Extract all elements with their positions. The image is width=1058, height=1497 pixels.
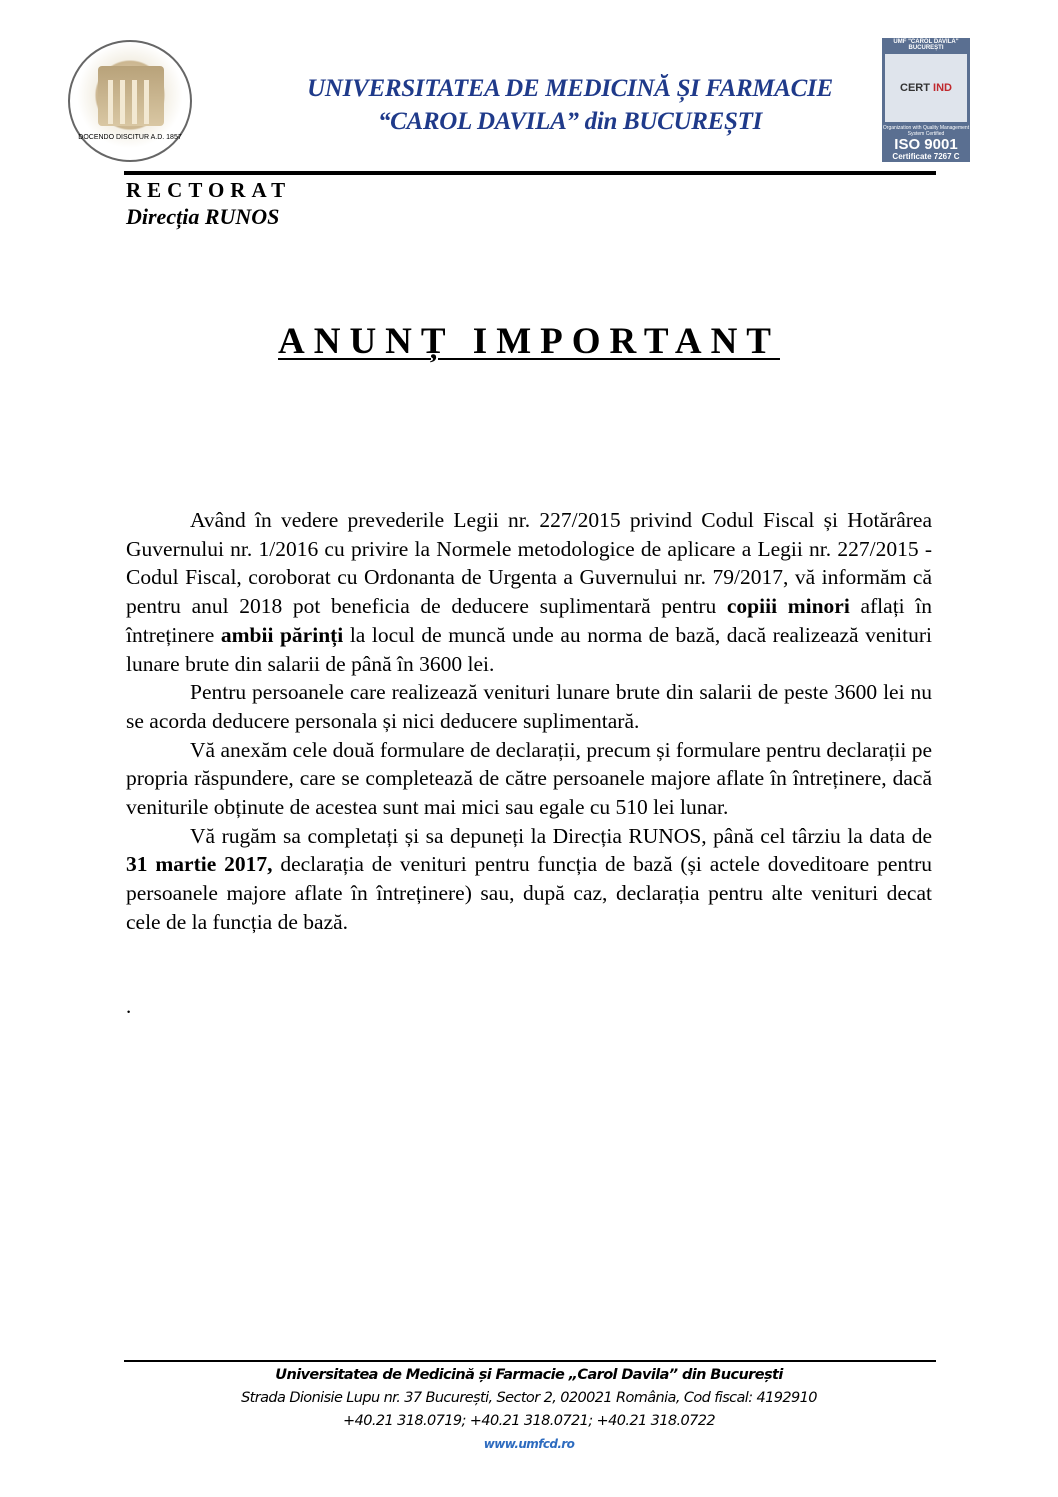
footer-website-link[interactable]: www.umfcd.ro [483,1437,575,1451]
header-divider [124,171,936,175]
paragraph-2: Pentru persoanele care realizează venituri lunare brute din salarii de peste 3600 lei nu se acorda deducere personala și nici deducere suplimentară. [126,680,932,733]
certind-logo: CERT IND [885,54,967,122]
cert-iso: ISO 9001 [894,136,958,153]
rectorat-label: RECTORAT [126,178,292,202]
page-title: ANUNȚ IMPORTANT [278,321,780,362]
cert-org: Organization with Quality Management System Certified [882,125,970,137]
announcement-body [126,506,932,937]
directia-label: Direcția RUNOS [126,204,280,229]
footer-phones: +40.21 318.0719; +40.21 318.0721; +40.21 318.0722 [343,1413,715,1429]
footer [0,1364,1058,1456]
iso-certificate-logo [882,38,970,162]
footer-address: Strada Dionisie Lupu nr. 37 București, Sector 2, 020021 România, Cod fiscal: 4192910 [241,1390,817,1406]
trailing-dot: . [126,994,132,1018]
university-line1: UNIVERSITATEA DE MEDICINĂ ȘI FARMACIE [307,75,833,102]
cert-number: Certificate 7267 C [892,152,960,161]
university-seal-logo [68,40,192,162]
paragraph-4: Vă rugăm sa completați și sa depuneți la Direcția RUNOS, până cel târziu la data de 31 martie 2017, declarația de venituri pentru funcția de bază (și actele doveditoare pentru persoanele majore aflate în întreținere) sau, după caz, declarația pentru alte venituri decat cele de la funcția de bază. [126,823,932,934]
university-name [250,72,890,138]
paragraph-1: Având în vedere prevederile Legii nr. 227/2015 privind Codul Fiscal și Hotărârea Guvernului nr. 1/2016 cu privire la Normele metodologice de aplicare a Legii nr. 227/2015 - Codul Fiscal, coroborat cu Ordonanta de Urgenta a Guvernului nr. 79/2017, vă informăm că pentru anul 2018 pot beneficia de deducere suplimentară pentru copiii minori aflați în întreținere ambii părinți la locul de muncă unde au norma de bază, dacă realizează venituri lunare brute din salarii de până în 3600 lei. [126,508,933,676]
cert-top: UMF "CAROL DAVILA" BUCUREȘTI [893,39,959,51]
footer-name: Universitatea de Medicină și Farmacie „Carol Davila” din București [275,1367,783,1383]
university-line2: “CAROL DAVILA” din BUCUREȘTI [377,108,763,135]
seal-motto: DOCENDO DISCITUR A.D. 1857 [78,134,182,141]
footer-divider [124,1360,936,1362]
paragraph-3: Vă anexăm cele două formulare de declarații, precum și formulare pentru declarații pe propria răspundere, care se completează de către persoanele majore aflate în întreținere, dacă veniturile obținute de acestea sunt mai mici sau egale cu 510 lei lunar. [126,737,932,820]
